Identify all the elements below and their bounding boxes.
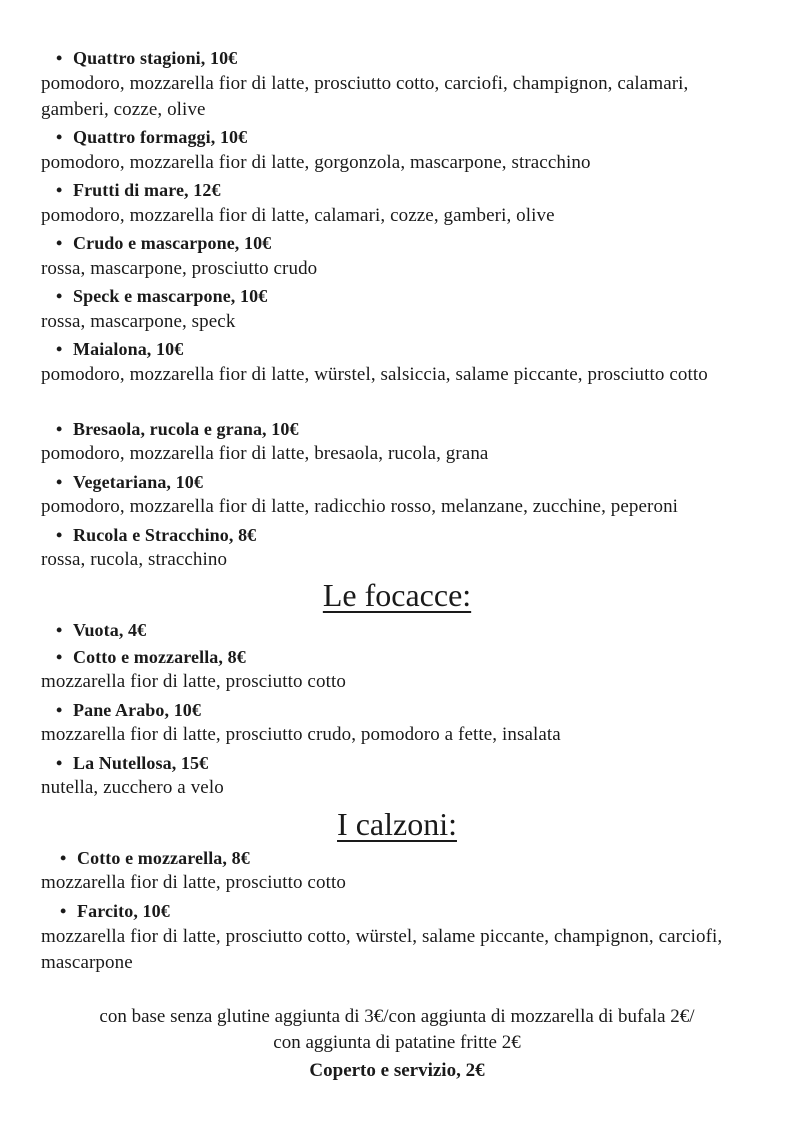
menu-item-desc: mozzarella fior di latte, prosciutto cotto: [41, 671, 346, 692]
menu-item-desc: pomodoro, mozzarella fior di latte, gorgonzola, mascarpone, stracchino: [41, 152, 591, 173]
menu-item-name: • Quattro formaggi, 10€: [73, 126, 247, 148]
menu-item-desc: pomodoro, mozzarella fior di latte, würstel, salsiccia, salame piccante, prosciutto cotto: [41, 364, 708, 385]
menu-item-name: • Vuota, 4€: [73, 619, 146, 641]
menu-item-name: • Bresaola, rucola e grana, 10€: [73, 418, 299, 440]
menu-item-desc: rossa, mascarpone, speck: [41, 311, 236, 332]
menu-item-desc: pomodoro, mozzarella fior di latte, prosciutto cotto, carciofi, champignon, calamari, gamberi, cozze, olive: [41, 73, 689, 120]
section-title-focacce: Le focacce:: [322, 577, 472, 613]
menu-item-desc: pomodoro, mozzarella fior di latte, bresaola, rucola, grana: [41, 443, 489, 464]
menu-item-name: • Maialona, 10€: [73, 338, 183, 360]
menu-item-desc: pomodoro, mozzarella fior di latte, radicchio rosso, melanzane, zucchine, peperoni: [41, 496, 679, 517]
footer-extras-line-1: con base senza glutine aggiunta di 3€/con aggiunta di mozzarella di bufala 2€/: [99, 1006, 695, 1027]
menu-item-desc: rossa, mascarpone, prosciutto crudo: [41, 258, 318, 279]
menu-item-name: • Quattro stagioni, 10€: [73, 47, 237, 69]
menu-item-name: • Speck e mascarpone, 10€: [73, 285, 267, 307]
menu-item-desc: mozzarella fior di latte, prosciutto crudo, pomodoro a fette, insalata: [41, 724, 561, 745]
menu-item-name: • Pane Arabo, 10€: [73, 699, 201, 721]
section-title-calzoni: I calzoni:: [337, 806, 457, 842]
menu-item-desc: mozzarella fior di latte, prosciutto cotto, würstel, salame piccante, champignon, carciofi, mascarpone: [41, 926, 723, 973]
menu-item-name: • Frutti di mare, 12€: [73, 179, 221, 201]
menu-item-desc: mozzarella fior di latte, prosciutto cotto: [41, 872, 346, 893]
menu-item-name: • Rucola e Stracchino, 8€: [73, 524, 256, 546]
menu-item-desc: rossa, rucola, stracchino: [41, 549, 228, 570]
menu-item-name: • Cotto e mozzarella, 8€: [73, 646, 246, 668]
footer-extras-line-2: con aggiunta di patatine fritte 2€: [273, 1032, 521, 1053]
menu-item-name: • La Nutellosa, 15€: [73, 752, 208, 774]
menu-item-desc: pomodoro, mozzarella fior di latte, calamari, cozze, gamberi, olive: [41, 205, 555, 226]
menu-item-desc: nutella, zucchero a velo: [41, 777, 224, 798]
menu-item-name: • Crudo e mascarpone, 10€: [73, 232, 271, 254]
footer-coperto: Coperto e servizio, 2€: [309, 1060, 485, 1081]
menu-item-name: • Farcito, 10€: [77, 900, 170, 922]
menu-item-name: • Cotto e mozzarella, 8€: [77, 847, 250, 869]
menu-item-name: • Vegetariana, 10€: [73, 471, 203, 493]
